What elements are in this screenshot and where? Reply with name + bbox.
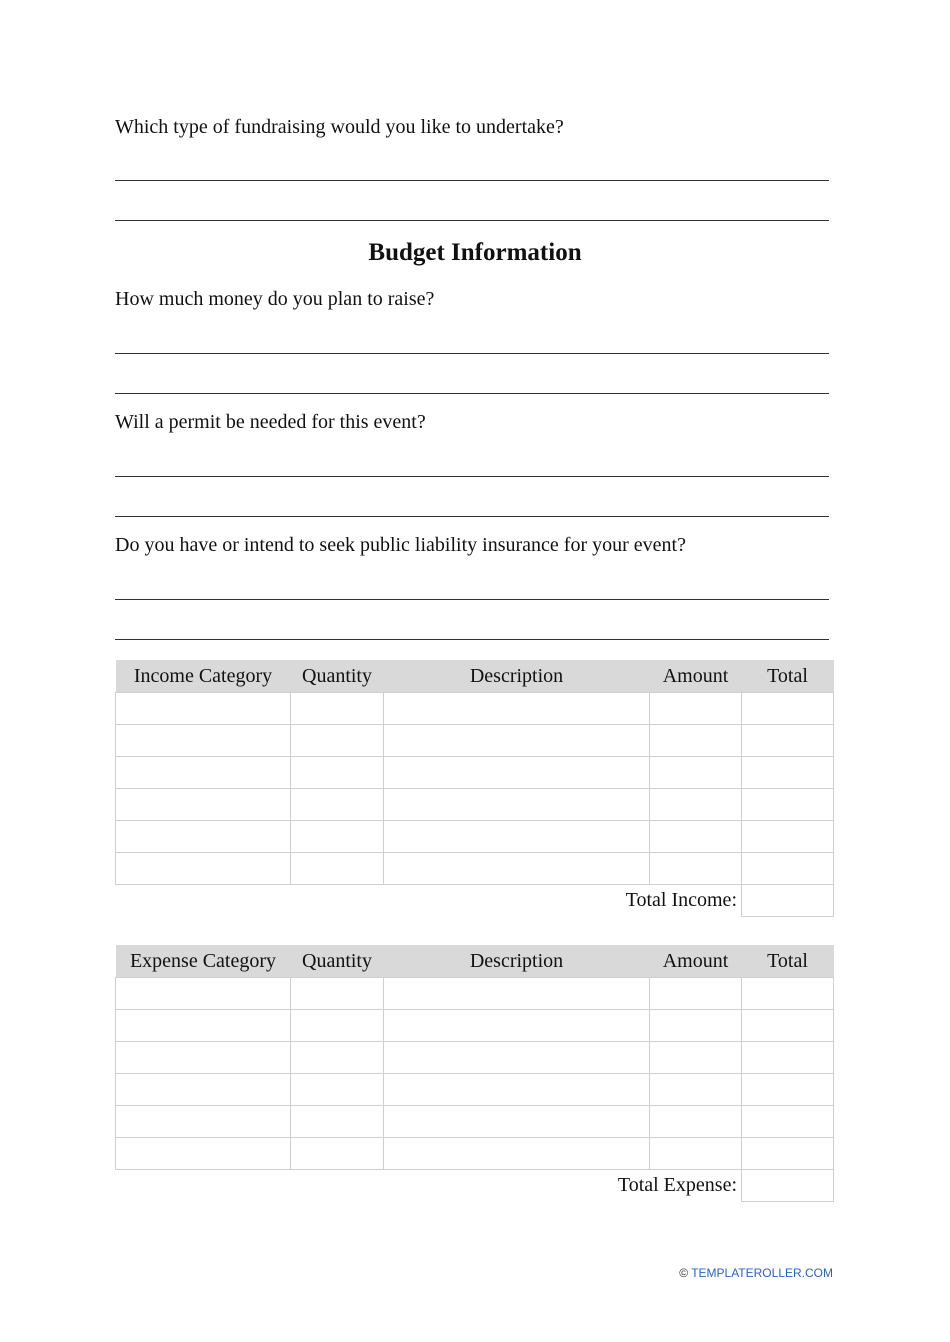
table-row <box>116 757 834 789</box>
input-cell[interactable] <box>291 1138 384 1170</box>
input-cell[interactable] <box>291 1010 384 1042</box>
table-row <box>116 1106 834 1138</box>
table-row <box>116 978 834 1010</box>
header-total: Total <box>742 660 834 693</box>
input-cell[interactable] <box>650 821 742 853</box>
header-expense-category: Expense Category <box>116 945 291 978</box>
question-fundraising-type: Which type of fundraising would you like to undertake? <box>115 116 564 138</box>
input-cell[interactable] <box>291 789 384 821</box>
input-cell[interactable] <box>742 1138 834 1170</box>
input-cell[interactable] <box>116 1074 291 1106</box>
input-cell[interactable] <box>742 978 834 1010</box>
header-description: Description <box>384 945 650 978</box>
input-cell[interactable] <box>291 1074 384 1106</box>
answer-line[interactable] <box>115 220 829 221</box>
total-expense-cell[interactable] <box>742 1170 834 1202</box>
input-cell[interactable] <box>742 1042 834 1074</box>
input-cell[interactable] <box>116 1106 291 1138</box>
total-income-cell[interactable] <box>742 885 834 917</box>
total-expense-label: Total Expense: <box>617 1174 737 1197</box>
table-row <box>116 1138 834 1170</box>
answer-line[interactable] <box>115 393 829 394</box>
budget-heading: Budget Information <box>368 239 582 266</box>
input-cell[interactable] <box>291 693 384 725</box>
input-cell[interactable] <box>291 978 384 1010</box>
income-table-header <box>116 660 834 693</box>
header-income-category: Income Category <box>116 660 291 693</box>
input-cell[interactable] <box>384 693 650 725</box>
input-cell[interactable] <box>291 725 384 757</box>
input-cell[interactable] <box>384 789 650 821</box>
answer-line[interactable] <box>115 639 829 640</box>
input-cell[interactable] <box>650 1042 742 1074</box>
table-row <box>116 821 834 853</box>
answer-line[interactable] <box>115 476 829 477</box>
input-cell[interactable] <box>742 725 834 757</box>
input-cell[interactable] <box>384 1138 650 1170</box>
header-description: Description <box>384 660 650 693</box>
question-liability-insurance: Do you have or intend to seek public liability insurance for your event? <box>115 534 686 556</box>
input-cell[interactable] <box>742 853 834 885</box>
input-cell[interactable] <box>116 789 291 821</box>
copyright-icon: © <box>679 1266 689 1280</box>
input-cell[interactable] <box>116 853 291 885</box>
input-cell[interactable] <box>384 1074 650 1106</box>
input-cell[interactable] <box>384 1042 650 1074</box>
header-quantity: Quantity <box>291 660 384 693</box>
input-cell[interactable] <box>116 757 291 789</box>
input-cell[interactable] <box>384 821 650 853</box>
header-amount: Amount <box>650 945 742 978</box>
table-row <box>116 789 834 821</box>
input-cell[interactable] <box>291 821 384 853</box>
table-row <box>116 1074 834 1106</box>
input-cell[interactable] <box>650 978 742 1010</box>
input-cell[interactable] <box>384 1106 650 1138</box>
input-cell[interactable] <box>116 1138 291 1170</box>
input-cell[interactable] <box>650 789 742 821</box>
answer-line[interactable] <box>115 516 829 517</box>
table-row <box>116 1010 834 1042</box>
footer-brand-link[interactable]: TEMPLATEROLLER.COM <box>691 1266 833 1280</box>
input-cell[interactable] <box>384 978 650 1010</box>
input-cell[interactable] <box>650 725 742 757</box>
input-cell[interactable] <box>384 1010 650 1042</box>
input-cell[interactable] <box>742 1010 834 1042</box>
input-cell[interactable] <box>384 757 650 789</box>
input-cell[interactable] <box>650 757 742 789</box>
table-row <box>116 693 834 725</box>
input-cell[interactable] <box>291 853 384 885</box>
total-expense-row <box>116 1170 834 1202</box>
header-amount: Amount <box>650 660 742 693</box>
spacer-cell <box>291 885 384 917</box>
question-money-to-raise: How much money do you plan to raise? <box>115 288 435 310</box>
spacer-cell <box>116 1170 291 1202</box>
input-cell[interactable] <box>650 1106 742 1138</box>
answer-line[interactable] <box>115 180 829 181</box>
footer-credit <box>679 1266 833 1280</box>
input-cell[interactable] <box>116 978 291 1010</box>
input-cell[interactable] <box>742 789 834 821</box>
spacer-cell <box>291 1170 384 1202</box>
input-cell[interactable] <box>650 1010 742 1042</box>
table-row <box>116 1042 834 1074</box>
input-cell[interactable] <box>291 1042 384 1074</box>
input-cell[interactable] <box>116 1042 291 1074</box>
input-cell[interactable] <box>384 725 650 757</box>
input-cell[interactable] <box>742 1074 834 1106</box>
input-cell[interactable] <box>116 821 291 853</box>
expense-table <box>115 945 834 1202</box>
input-cell[interactable] <box>742 821 834 853</box>
answer-line[interactable] <box>115 353 829 354</box>
total-income-label: Total Income: <box>625 889 737 912</box>
input-cell[interactable] <box>742 757 834 789</box>
input-cell[interactable] <box>291 1106 384 1138</box>
input-cell[interactable] <box>291 757 384 789</box>
input-cell[interactable] <box>650 853 742 885</box>
spacer-cell <box>116 885 291 917</box>
header-total: Total <box>742 945 834 978</box>
input-cell[interactable] <box>650 1074 742 1106</box>
input-cell[interactable] <box>116 1010 291 1042</box>
answer-line[interactable] <box>115 599 829 600</box>
input-cell[interactable] <box>116 693 291 725</box>
question-permit-needed: Will a permit be needed for this event? <box>115 411 426 433</box>
input-cell[interactable] <box>742 693 834 725</box>
input-cell[interactable] <box>650 1138 742 1170</box>
input-cell[interactable] <box>742 1106 834 1138</box>
header-quantity: Quantity <box>291 945 384 978</box>
expense-table-header <box>116 945 834 978</box>
table-row <box>116 853 834 885</box>
total-income-row <box>116 885 834 917</box>
table-row <box>116 725 834 757</box>
input-cell[interactable] <box>650 693 742 725</box>
input-cell[interactable] <box>116 725 291 757</box>
income-table <box>115 660 834 917</box>
input-cell[interactable] <box>384 853 650 885</box>
